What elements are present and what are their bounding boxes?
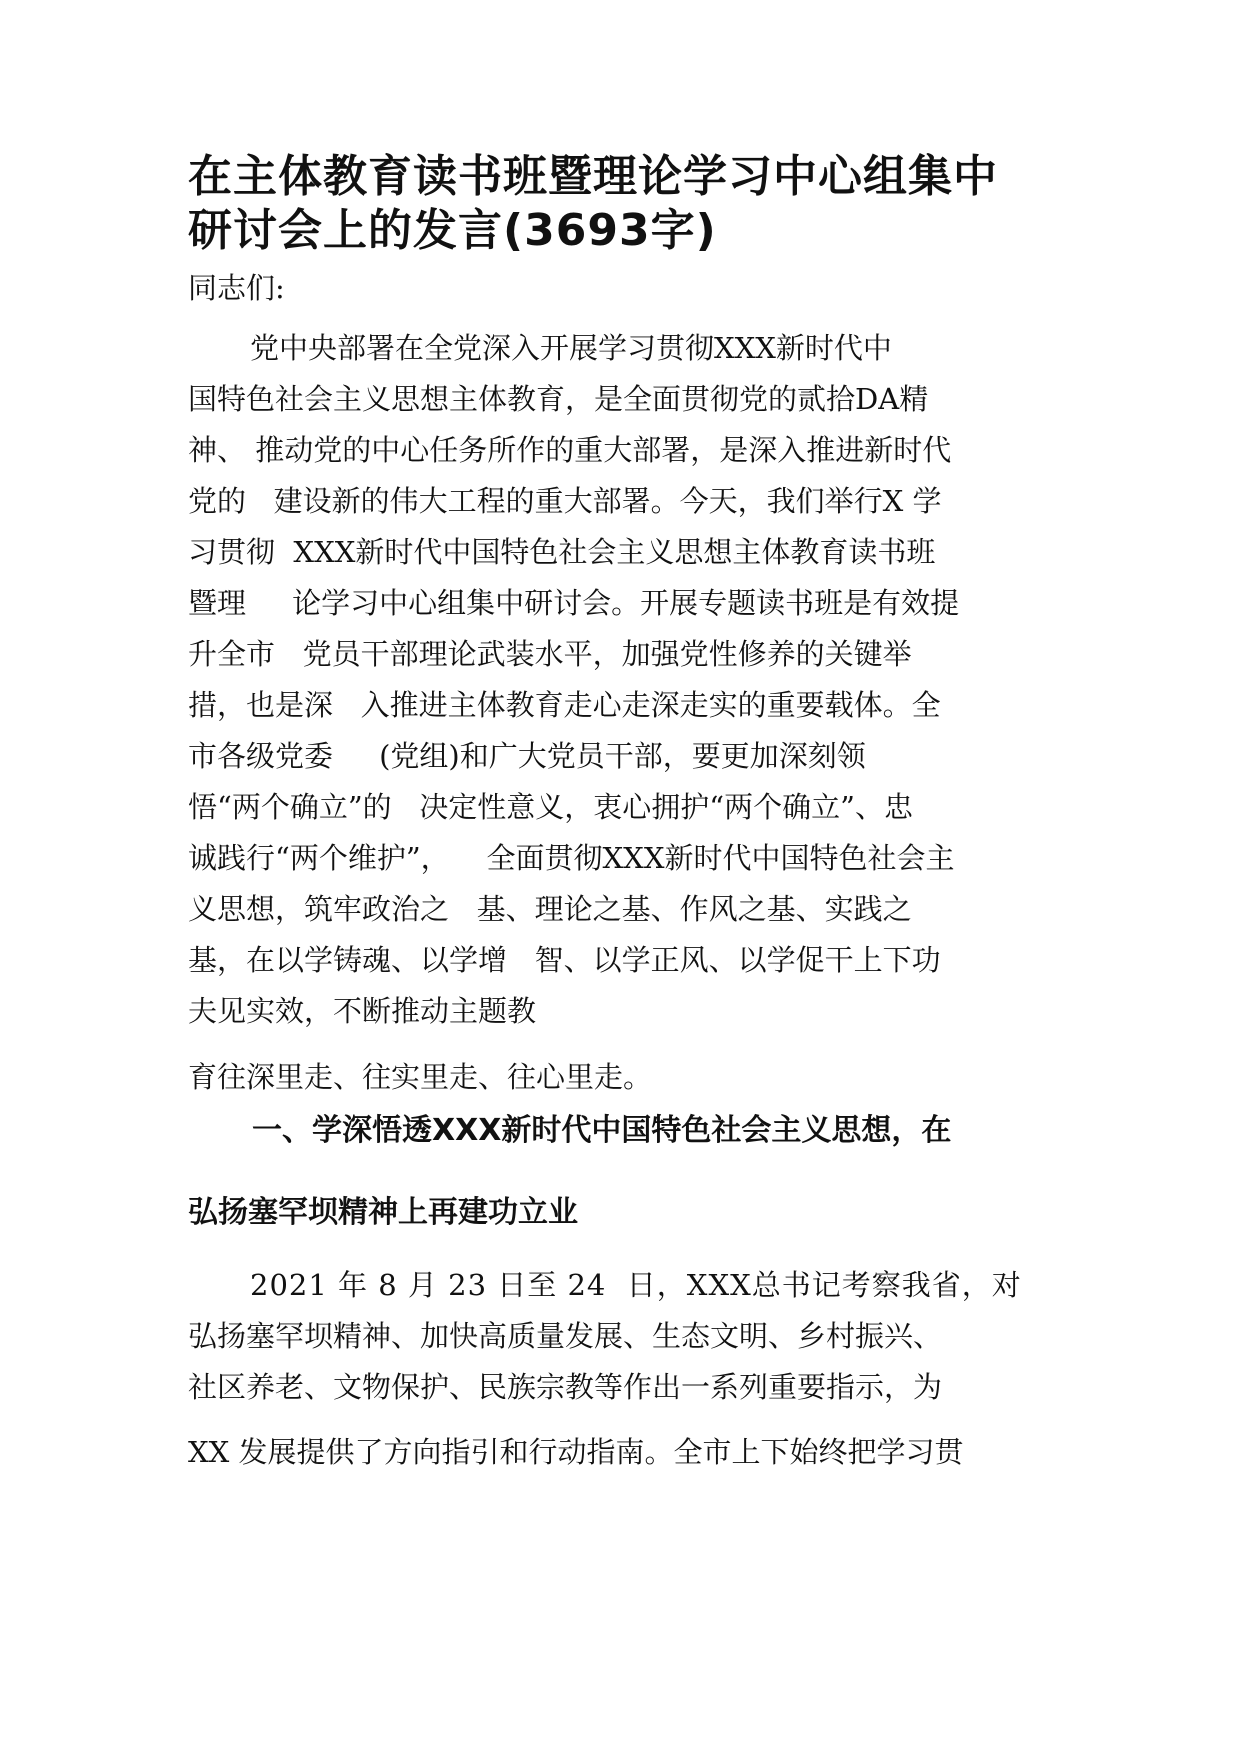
paragraph-line: 市各级党委 (党组)和广大党员干部，要更加深刻领 (188, 739, 866, 773)
paragraph-line: 社区养老、文物保护、民族宗教等作出一系列重要指示，为 (188, 1370, 943, 1404)
paragraph-line: 国特色社会主义思想主体教育，是全面贯彻党的贰拾DA精 (188, 382, 929, 416)
paragraph-line: 习贯彻 XXX新时代中国特色社会主义思想主体教育读书班 (188, 535, 936, 569)
paragraph-1 (188, 323, 1068, 1037)
document-title (188, 150, 1068, 258)
paragraph-line: 暨理 论学习中心组集中研讨会。开展专题读书班是有效提 (188, 586, 960, 620)
title-line-1: 在主体教育读书班暨理论学习中心组集中 (188, 151, 998, 202)
paragraph-1-tail: 育往深里走、往实里走、往心里走。 (188, 1060, 653, 1094)
paragraph-line: 诚践行“两个维护”， 全面贯彻XXX新时代中国特色社会主 (188, 841, 955, 875)
paragraph-line: XX 发展提供了方向指引和行动指南。全市上下始终把学习贯 (188, 1435, 964, 1469)
paragraph-line: 神、 推动党的中心任务所作的重大部署，是深入推进新时代 (188, 433, 952, 467)
paragraph-2 (188, 1260, 1068, 1478)
section-heading-1-continued: 弘扬塞罕坝精神上再建功立业 (188, 1195, 578, 1230)
paragraph-line: 措，也是深 入推进主体教育走心走深走实的重要载体。全 (188, 688, 941, 722)
paragraph-line: 基，在以学铸魂、以学增 智、以学正风、以学促干上下功 (188, 943, 941, 977)
paragraph-line: 升全市 党员干部理论武装水平，加强党性修养的关键举 (188, 637, 912, 671)
paragraph-line: 义思想，筑牢政治之 基、理论之基、作风之基、实践之 (188, 892, 912, 926)
paragraph-line: 2021 年 8 月 23 日至 24 日，XXX总书记考察我省，对 (250, 1268, 1022, 1302)
section-heading-1: 一、学深悟透XXX新时代中国特色社会主义思想，在 (252, 1113, 952, 1148)
paragraph-line: 夫见实效，不断推动主题教 (188, 994, 537, 1028)
paragraph-line: 弘扬塞罕坝精神、加快高质量发展、生态文明、乡村振兴、 (188, 1319, 943, 1353)
salutation: 同志们: (188, 271, 285, 305)
paragraph-line: 悟“两个确立”的 决定性意义，衷心拥护“两个确立”、忠 (188, 790, 913, 824)
paragraph-line: 党的 建设新的伟大工程的重大部署。今天，我们举行X 学 (188, 484, 942, 518)
title-line-2: 研讨会上的发言(3693字) (188, 205, 717, 256)
paragraph-line: 党中央部署在全党深入开展学习贯彻XXX新时代中 (250, 331, 892, 365)
